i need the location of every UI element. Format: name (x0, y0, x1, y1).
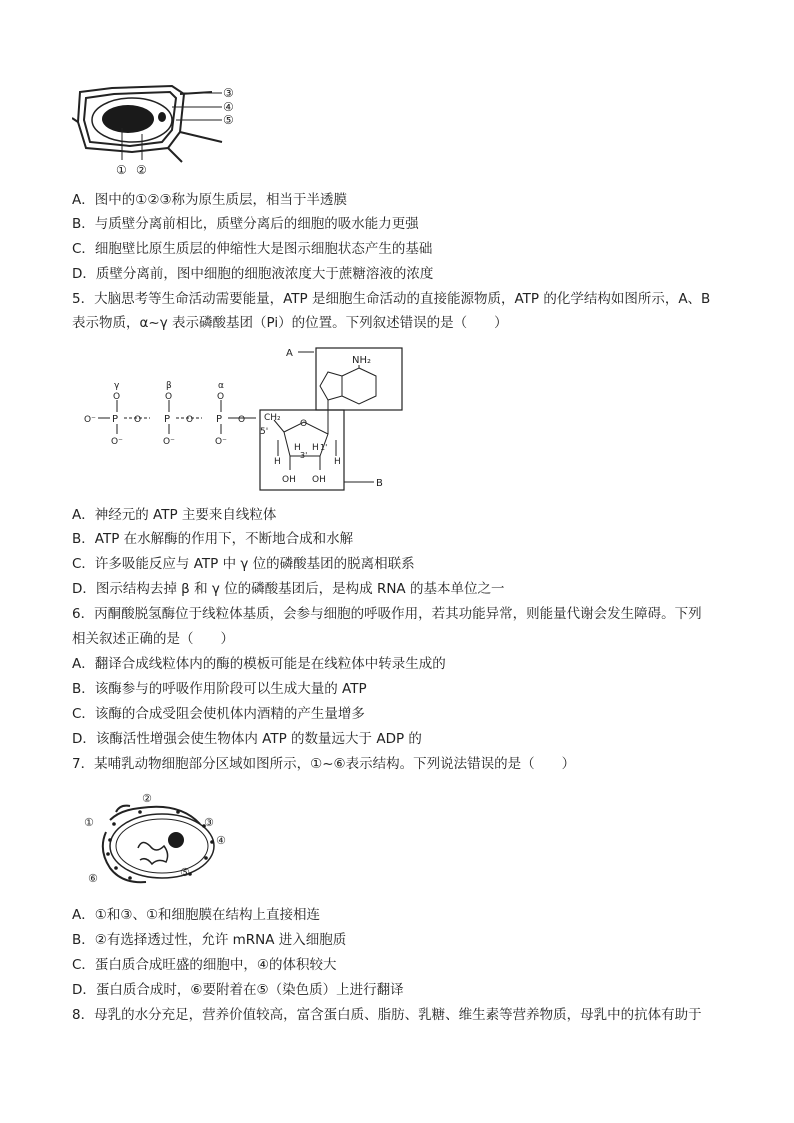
five-prime-label: 5' (260, 427, 269, 437)
oh-label-2: OH (312, 475, 326, 485)
greek-gamma: γ (114, 381, 120, 391)
greek-alpha: α (218, 381, 224, 391)
o-top-beta: O (165, 392, 173, 402)
o-bridge-3: O (238, 415, 246, 425)
q6-option-a: A．翻译合成线粒体内的酶的模板可能是在线粒体中转录生成的 (72, 656, 446, 672)
q5-option-c: C．许多吸能反应与 ATP 中 γ 位的磷酸基团的脱离相联系 (72, 556, 415, 572)
h-label-4: H (334, 457, 341, 467)
ring-oxygen: O (300, 419, 308, 429)
p-gamma: P (112, 414, 119, 425)
q4-option-b: B．与质壁分离前相比，质壁分离后的细胞的吸水能力更强 (72, 216, 419, 232)
one-prime-label: 1' (320, 443, 328, 452)
nh2-label: NH₂ (352, 355, 372, 366)
fig1-label-5: ⑤ (223, 113, 234, 127)
q4-option-c: C．细胞壁比原生质层的伸缩性大是图示细胞状态产生的基础 (72, 241, 433, 257)
phosphate-chain (98, 400, 256, 434)
q5-option-d: D．图示结构去掉 β 和 γ 位的磷酸基团后，是构成 RNA 的基本单位之一 (72, 581, 505, 597)
q4-option-a: A．图中的①②③称为原生质层，相当于半透膜 (72, 192, 348, 208)
q7-option-b: B．②有选择透过性，允许 mRNA 进入细胞质 (72, 932, 347, 948)
o-bridge-1: O (134, 415, 142, 425)
p-beta: P (164, 414, 171, 425)
o-minus-beta: O⁻ (163, 437, 175, 447)
fig1-label-1: ① (116, 163, 127, 177)
q5-option-b: B．ATP 在水解酶的作用下，不断地合成和水解 (72, 531, 354, 547)
q4-option-d: D．质壁分离前，图中细胞的细胞液浓度大于蔗糖溶液的浓度 (72, 266, 434, 282)
q6-option-d: D．该酶活性增强会使生物体内 ATP 的数量远大于 ADP 的 (72, 731, 422, 747)
vacuole (102, 105, 154, 133)
nucleus (158, 112, 166, 122)
q6-option-b: B．该酶参与的呼吸作用阶段可以生成大量的 ATP (72, 681, 367, 697)
nuclear-envelope (110, 814, 214, 878)
q6-option-c: C．该酶的合成受阻会使机体内酒精的产生量增多 (72, 706, 365, 722)
fig1-label-2: ② (136, 163, 147, 177)
q7-stem: 7．某哺乳动物细胞部分区域如图所示，①~⑥表示结构。下列说法错误的是（ ） (72, 756, 576, 772)
q6-stem-line1: 6．丙酮酸脱氢酶位于线粒体基质，会参与细胞的呼吸作用，若其功能异常，则能量代谢会发生障碍。下列 (72, 606, 702, 622)
q7-option-a: A．①和③、①和细胞膜在结构上直接相连 (72, 907, 321, 923)
q6-stem-line2: 相关叙述正确的是（ ） (72, 631, 234, 647)
q8-stem-line1: 8．母乳的水分充足，营养价值较高，富含蛋白质、脂肪、乳糖、维生素等营养物质，母乳中的抗体有助于 (72, 1007, 702, 1023)
fig1-label-3: ③ (223, 86, 234, 100)
h-label-3: H (312, 443, 319, 453)
o-minus-alpha: O⁻ (215, 437, 227, 447)
three-prime-label: 3' (300, 451, 308, 460)
label-b: B (376, 478, 383, 489)
fig3-label-3: ③ (204, 816, 214, 829)
h-label-2: H (294, 443, 301, 453)
o-minus-gamma: O⁻ (111, 437, 123, 447)
o-minus-left: O⁻ (84, 415, 96, 425)
q5-stem-line1: 5．大脑思考等生命活动需要能量，ATP 是细胞生命活动的直接能源物质，ATP 的化学结构如图所示，A、B (72, 291, 711, 307)
nucleolus (168, 832, 184, 848)
o-top-gamma: O (113, 392, 121, 402)
fig3-label-6: ⑥ (88, 872, 98, 885)
q5-stem-line2: 表示物质，α~γ 表示磷酸基团（Pi）的位置。下列叙述错误的是（ ） (72, 315, 508, 331)
greek-beta: β (166, 381, 172, 391)
fig3-label-4: ④ (216, 834, 226, 847)
o-bridge-2: O (186, 415, 194, 425)
q7-option-d: D．蛋白质合成时，⑥要附着在⑤（染色质）上进行翻译 (72, 982, 404, 998)
p-alpha: P (216, 414, 223, 425)
ch2-label: CH₂ (264, 413, 281, 423)
fig3-label-2: ② (142, 792, 152, 805)
plasmolysis-figure (72, 82, 242, 178)
atp-structure-figure (84, 338, 404, 498)
o-top-alpha: O (217, 392, 225, 402)
oh-label-1: OH (282, 475, 296, 485)
fig3-label-5: ⑤ (180, 866, 190, 879)
adenine-ring (320, 365, 376, 404)
fig1-label-4: ④ (223, 100, 234, 114)
h-label-1: H (274, 457, 281, 467)
cell-structure-figure (80, 788, 240, 888)
q5-option-a: A．神经元的 ATP 主要来自线粒体 (72, 507, 277, 523)
fig3-label-1: ① (84, 816, 94, 829)
label-a: A (286, 348, 293, 359)
q7-option-c: C．蛋白质合成旺盛的细胞中，④的体积较大 (72, 957, 337, 973)
